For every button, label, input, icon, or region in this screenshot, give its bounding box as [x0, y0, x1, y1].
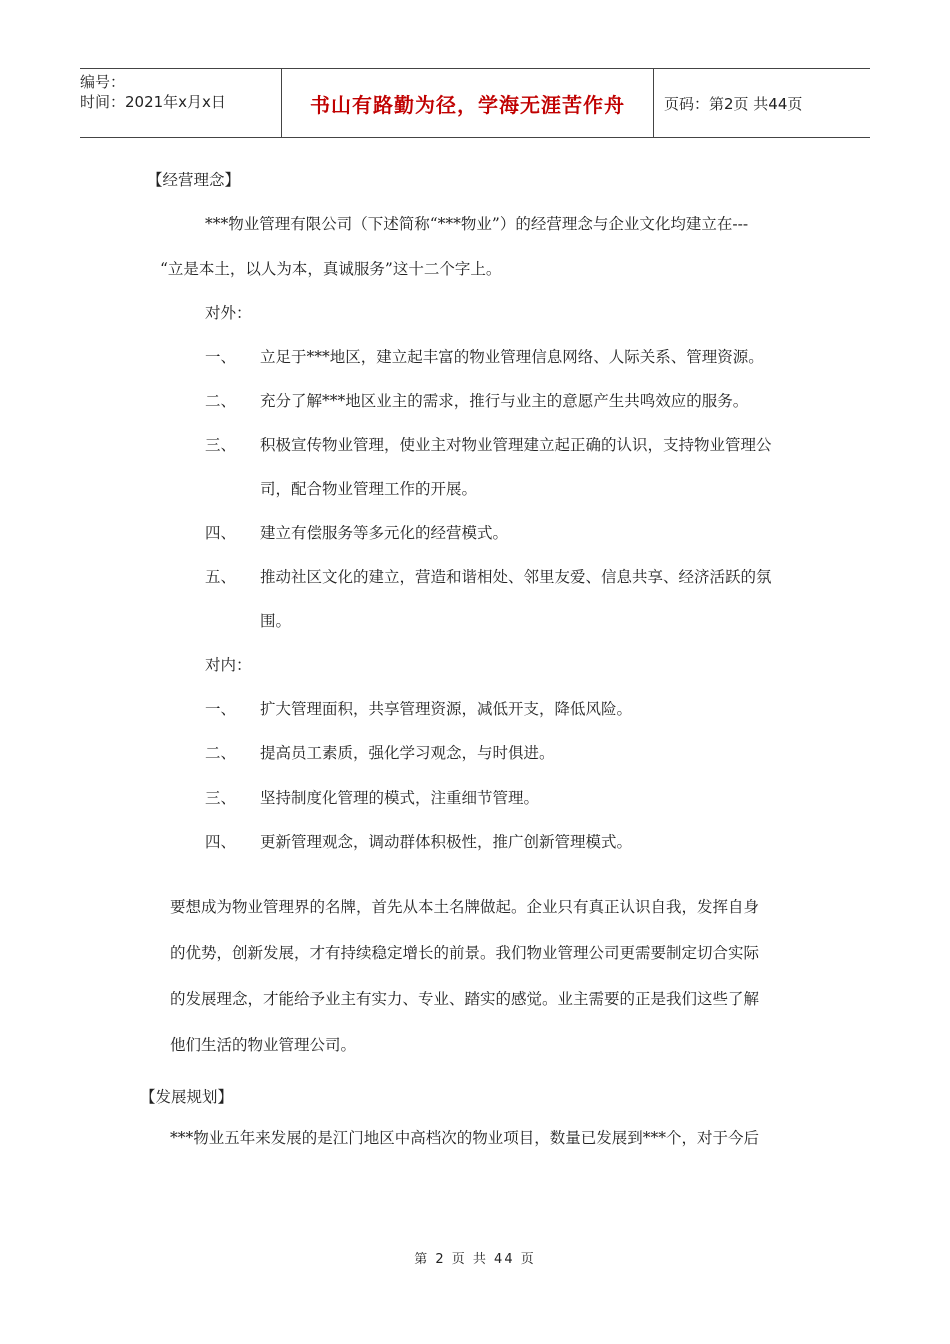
internal-item-number: 一、 [205, 700, 237, 718]
internal-label: 对内： [205, 656, 252, 674]
external-item-number: 四、 [205, 524, 237, 542]
page-header [80, 68, 870, 138]
section-title-development-plan: 【发展规划】 [140, 1088, 234, 1106]
external-item-number: 五、 [205, 568, 237, 586]
internal-item-number: 三、 [205, 789, 237, 807]
page-footer: 第 2 页 共 44 页 [414, 1252, 536, 1267]
header-motto: 书山有路勤为径，学海无涯苦作舟 [310, 92, 625, 117]
external-item-text: 积极宣传物业管理，使业主对物业管理建立起正确的认识，支持物业管理公 [260, 436, 772, 454]
external-item-continuation: 司，配合物业管理工作的开展。 [260, 480, 478, 498]
summary-line: 的优势，创新发展，才有持续稳定增长的前景。我们物业管理公司更需要制定切合实际 [170, 944, 760, 962]
summary-line: 他们生活的物业管理公司。 [170, 1036, 357, 1054]
internal-item-text: 更新管理观念，调动群体积极性，推广创新管理模式。 [260, 833, 633, 851]
header-page-info: 页码：第2页 共44页 [664, 94, 803, 113]
document-number-label: 编号： [80, 73, 126, 91]
external-item-text: 推动社区文化的建立，营造和谐相处、邻里友爱、信息共享、经济活跃的氛 [260, 568, 772, 586]
external-item-continuation: 围。 [260, 612, 292, 630]
development-line-1: ***物业五年来发展的是江门地区中高档次的物业项目，数量已发展到***个，对于今后 [170, 1129, 760, 1147]
document-time-label: 时间：2021年x月x日 [80, 93, 226, 111]
internal-item-text: 扩大管理面积，共享管理资源，减低开支，降低风险。 [260, 700, 633, 718]
section-title-business-philosophy: 【经营理念】 [147, 171, 241, 189]
summary-line: 要想成为物业管理界的名牌，首先从本土名牌做起。企业只有真正认识自我，发挥自身 [170, 898, 760, 916]
external-item-text: 充分了解***地区业主的需求，推行与业主的意愿产生共鸣效应的服务。 [260, 392, 749, 410]
internal-item-number: 二、 [205, 744, 237, 762]
intro-line-1: ***物业管理有限公司（下述简称“***物业”）的经营理念与企业文化均建立在--- [205, 215, 749, 233]
intro-line-2: “立是本土，以人为本，真诚服务”这十二个字上。 [160, 260, 502, 278]
internal-item-text: 坚持制度化管理的模式，注重细节管理。 [260, 789, 540, 807]
external-item-number: 一、 [205, 348, 237, 366]
external-item-text: 建立有偿服务等多元化的经营模式。 [260, 524, 509, 542]
external-item-number: 三、 [205, 436, 237, 454]
external-item-text: 立足于***地区，建立起丰富的物业管理信息网络、人际关系、管理资源。 [260, 348, 764, 366]
header-motto-cell [282, 69, 654, 137]
internal-item-number: 四、 [205, 833, 237, 851]
external-label: 对外： [205, 304, 252, 322]
external-item-number: 二、 [205, 392, 237, 410]
internal-item-text: 提高员工素质，强化学习观念，与时俱进。 [260, 744, 555, 762]
header-meta [80, 69, 282, 137]
summary-line: 的发展理念，才能给予业主有实力、专业、踏实的感觉。业主需要的正是我们这些了解 [170, 990, 760, 1008]
